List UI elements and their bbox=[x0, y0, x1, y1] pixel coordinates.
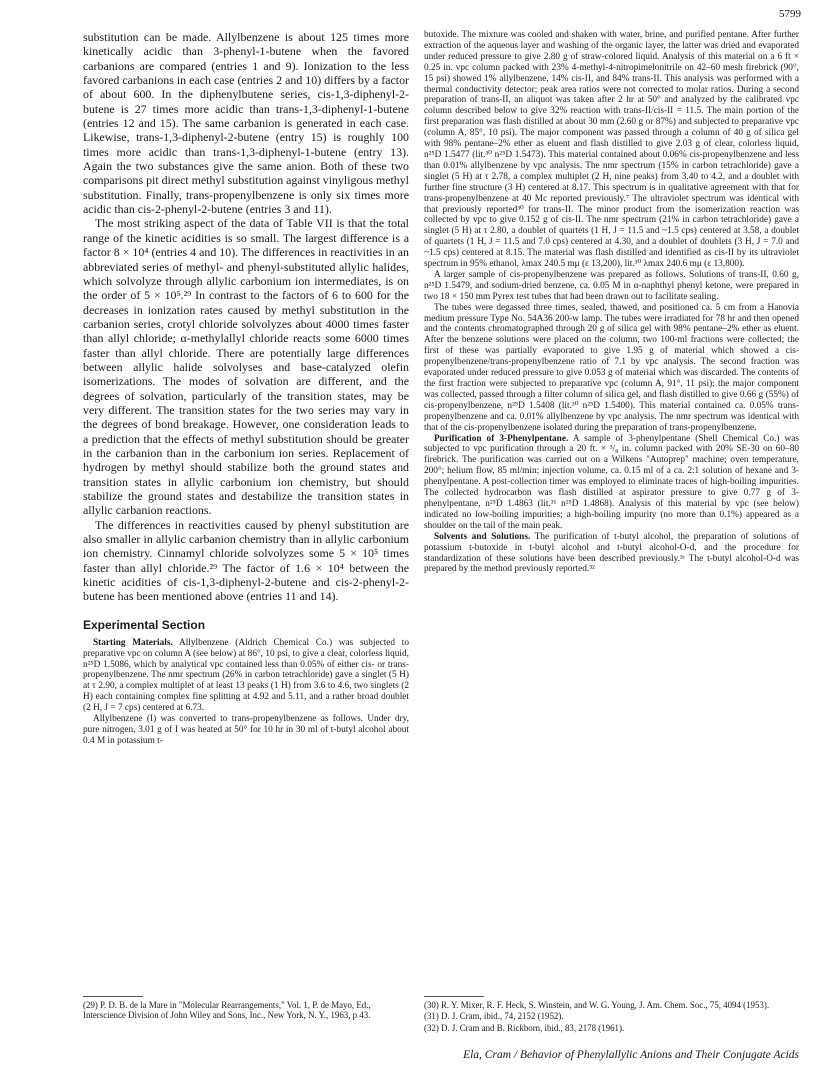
paragraph-text: Allylbenzene (Aldrich Chemical Co.) was subjected to preparative vpc on column A (see below) at 86°, 10 psi, to give a clear, colorless liquid, n²⁵D 1.5086, which by analytical vpc contained less than 0.05% of either cis- or trans-propenylbenzene. The nmr spectrum (26% in carbon tetrachloride) gave a singlet (5 H) at τ 2.90, a complex multiplet of at least 13 peaks (1 H) from 3.6 to 4.6, two singlets (2 H) each containing complex fine splitting at 4.92 and 5.11, and a rather broad doublet (2 H, J = 7 cps) centered at 6.73. bbox=[83, 637, 409, 714]
experimental-paragraph bbox=[424, 532, 799, 576]
paragraph-text: The tubes were degassed three times, sealed, thawed, and positioned ca. 5 cm from a Hanovia medium pressure Type No. 54A36 200-w lamp. The tubes were irradiated for 78 hr and then opened and the contents chromatographed through 20 g of silica gel with 98% pentane–2% ether as eluent. After the benzene solutions were placed on the column, two 100-ml fractions were collected; the first of these was partially evaporated to give 1.95 g of material which showed a cis-propenylbenzene/trans-propenylbenzene ratio of 7.1 by vpc analysis. The second fraction was evaporated under reduced pressure to give 0.053 g of material which was discarded. The contents of the first fraction were subjected to preparative vpc (column A, 91°, 11 psi); the major component was collected, passed through a filter column of silica gel, and flash distilled to give 0.66 g (55%) of cis-propenylbenzene, n²⁵D 1.5408 (lit.³⁰ n²⁵D 1.5400). This material contained ca. 0.05% trans-propenylbenzene and ca. 0.01% allylbenzene by vpc analysis. The nmr spectrum was identical with that of the cis-propenylbenzene isolated during the preparation of trans-propenylbenzene. bbox=[424, 302, 799, 433]
footnote: (29) P. D. B. de la Mare in "Molecular Rearrangements," Vol. 1, P. de Mayo, Ed., Interscience Division of John Wiley and Sons, Inc., New York, N. Y., 1963, p 43. bbox=[83, 1000, 371, 1021]
experimental-paragraph bbox=[424, 303, 799, 434]
paragraph-text: A sample of 3-phenylpentane (Shell Chemical Co.) was subjected to vpc purification through a 20 ft. × ³/₈ in. column packed with 20% SE-30 on 60–80 firebrick. The purification was carried out on a Wilkens "Autoprep" machine; oven temperature, 200°; helium flow, 85 ml/min; injection volume, ca. 0.15 ml of a ca. 2:1 solution of hexane and 3-phenylpentane. A post-collection timer was employed to eliminate traces of high-boiling impurities. The collected hydrocarbon was flash distilled at aspirator pressure to give 0.77 g of 3-phenylpentane, n²⁵D 1.4863 (lit.³¹ n²⁵D 1.4868). Analysis of this material by vpc (see below) indicated no low-boiling impurities; a high-boiling impurity (no more than 0.1%) appeared as a shoulder on the tail of the main peak. bbox=[424, 433, 799, 531]
left-column bbox=[83, 30, 409, 747]
paragraph-text: butoxide. The mixture was cooled and shaken with water, brine, and purified pentane. After further extraction of the aqueous layer and washing of the organic layer, the latter was dried and evaporated under reduced pressure to give 2.80 g of straw-colored liquid. Analysis of this material on a 6 ft × 0.25 in. vpc column packed with 23% 4-methyl-4-nitropimelonitrile on 42–60 mesh firebrick (90°, 15 psi) showed 1% allylbenzene, 14% cis-II, and 84% trans-II. This analysis was performed with a thermal conductivity detector; peak area ratios were not corrected to molar ratios. During a second preparation of trans-II, an aliquot was taken after 2 hr at 50° and analyzed by the calibrated vpc column described below to give 32% reaction with trans-II/cis-II = 11.5. The main portion of the first preparation was flash distilled at about 30 mm (2.60 g or 87%) and subjected to preparative vpc (column A, 85°, 10 psi). The major component was passed through a column of 40 g of silica gel with 98% pentane–2% ether as eluent and flash distilled to give 2.03 g of clear, colorless liquid, n²⁵D 1.5477 (lit.³⁰ n²⁵D 1.5473). This material contained about 0.06% cis-propenylbenzene and less than 0.01% allylbenzene by vpc analysis. The nmr spectrum (15% in carbon tetrachloride) gave a singlet (5 H) at τ 2.78, a complex multiplet (2 H, nine peaks) from 3.40 to 4.2, and a doublet with further fine structure (3 H) centered at 8.17. This spectrum is in qualitative agreement with that for trans-propenylbenzene at 40 Mc reported previously.⁷ The ultraviolet spectrum was identical with that previously reported³⁰ for trans-II. The minor product from the isomerization reaction was collected by vpc to give 0.152 g of cis-II. The nmr spectrum (21% in carbon tetrachloride) gave a singlet (5 H) at τ 2.80, a doublet of quartets (1 H, J = 11.5 and ~1.5 cps) centered at 3.58, a doublet of quartets (1 H, J = 11.5 and 7.0 cps) centered at 4.30, and a doublet of doublets (3 H, J = 7.0 and ~1.5 cps) centered at 8.15. The material was flash distilled and identified as cis-II by its ultraviolet spectrum in 95% ethanol, λmax 240.5 mμ (ε 13,200), lit.³⁰ λmax 240.6 mμ (ε 13,800). bbox=[424, 30, 799, 270]
experimental-paragraph bbox=[424, 434, 799, 532]
page-number: 5799 bbox=[779, 8, 801, 20]
run-in-heading: Starting Materials. bbox=[93, 637, 173, 648]
body-paragraph: The most striking aspect of the data of Table VII is that the total range of the kinetic acidities is so small. The largest difference is a factor 8 × 10⁴ (entries 4 and 10). The differences in reactivities in an abbreviated series of methyl- and phenyl-substituted allylic halides, which solvolyze through allylic carbonium ion intermediates, is on the order of 5 × 10⁵.²⁹ In contrast to the factors of 6 to 600 for the decreases in ionization rates caused by methyl substitution in the carbanion series, crotyl chloride solvolyzes about 4000 times faster than allyl chloride; α-methylallyl chloride reacts some 6000 times faster than allyl chloride. There are potentially large differences between allylic halide solvolyses and base-catalyzed olefin isomerizations. The modes of solvation are different, and the degrees of solvation, particularly of the transition states, may be very different. The transition states for the two series may vary in the degrees of bond breakage. However, one consideration leads to a prediction that the effects of methyl substitution should be greater in the carbanion than in the carbonium ion series. Replacement of hydrogen by methyl should stabilize both the ground states and transition states in allylic carbonium ion chemistry, but should stabilize the ground states and destabilize the transition states in allylic carbanion reactions. bbox=[83, 216, 409, 518]
experimental-paragraph bbox=[424, 270, 799, 303]
footnote: (31) D. J. Cram, ibid., 74, 2152 (1952). bbox=[424, 1011, 564, 1022]
body-paragraph: substitution can be made. Allylbenzene is about 125 times more kinetically acidic than 3-phenyl-1-butene when the favored carbanions are compared (entries 1 and 9). Ionization to the less favored carbanions in each case (entries 2 and 10) differs by a factor of about 600. In the diphenylbutene series, cis-1,3-diphenyl-2-butene is 27 times more acidic than trans-1,3-diphenyl-1-butene (entries 12 and 15). The same carbanion is generated in each case. Likewise, trans-1,3-diphenyl-2-butene (entry 15) is roughly 100 times more acidic than trans-1,3-diphenyl-1-butene (entry 13). Again the two substances give the same anion. Both of these two comparisons pit direct methyl substitution against vinyligous methyl substitution. Finally, trans-propenylbenzene is only six times more acidic than cis-2-phenyl-2-butene (entries 3 and 11). bbox=[83, 30, 409, 217]
paragraph-text: The purification of t-butyl alcohol, the preparation of solutions of potassium t-butoxide in t-butyl alcohol and t-butyl alcohol-O-d, and the procedure for standardization of these solutions have been described previously.³ᶜ The t-butyl alcohol-O-d was prepared by the method previously reported.³² bbox=[424, 531, 799, 575]
run-in-heading: Solvents and Solutions. bbox=[434, 531, 531, 542]
running-footer: Ela, Cram / Behavior of Phenylallylic Anions and Their Conjugate Acids bbox=[463, 1049, 799, 1061]
experimental-paragraph bbox=[83, 714, 409, 747]
footnote-rule bbox=[83, 996, 143, 997]
run-in-heading: Purification of 3-Phenylpentane. bbox=[434, 433, 569, 444]
footnotes-left bbox=[83, 1000, 409, 1022]
experimental-paragraph bbox=[83, 638, 409, 714]
footnotes-right bbox=[424, 1000, 799, 1034]
footnote: (32) D. J. Cram and B. Rickborn, ibid., 83, 2178 (1961). bbox=[424, 1022, 625, 1033]
paragraph-text: Allylbenzene (I) was converted to trans-propenylbenzene as follows. Under dry, pure nitrogen, 3.01 g of I was heated at 50° for 10 hr in 30 ml of t-butyl alcohol about 0.4 M in potassium t- bbox=[83, 714, 409, 746]
right-column bbox=[424, 30, 799, 575]
footnote: (30) R. Y. Mixer, R. F. Heck, S. Winstein, and W. G. Young, J. Am. Chem. Soc., 75, 4094 (1953). bbox=[424, 1000, 770, 1010]
experimental-paragraph bbox=[424, 30, 799, 270]
section-heading: Experimental Section bbox=[83, 617, 206, 632]
footnote-rule bbox=[424, 996, 484, 997]
body-paragraph: The differences in reactivities caused by phenyl substitution are also smaller in allylic carbanion chemistry than in allylic carbonium ion chemistry. Cinnamyl chloride solvolyzes some 5 × 10⁵ times faster than allyl chloride.²⁹ The factor of 1.6 × 10⁴ between the kinetic acidities of cis-1,3-diphenyl-2-butene and cis-2-phenyl-2-butene has been mentioned above (entries 11 and 14). bbox=[83, 517, 409, 604]
paragraph-text: A larger sample of cis-propenylbenzene was prepared as follows. Solutions of trans-II, 0.60 g, n²⁵D 1.5479, and sodium-dried benzene, ca. 0.05 M in α-naphthyl phenyl ketone, were prepared in two 18 × 150 mm Pyrex test tubes that had been drawn out to facilitate sealing. bbox=[424, 269, 799, 302]
